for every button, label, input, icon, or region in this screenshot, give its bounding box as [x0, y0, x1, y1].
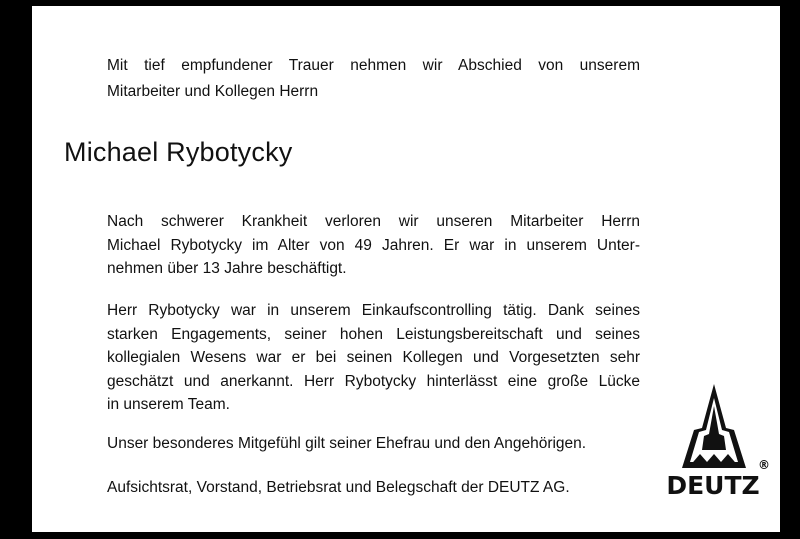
deceased-name: Michael Rybotycky	[64, 137, 293, 167]
intro-text	[107, 53, 640, 105]
intro-line: Mit tief empfundener Trauer nehmen wir Abschied von unserem	[107, 57, 640, 74]
deutz-logo	[654, 384, 772, 498]
deutz-logo-graphic	[654, 384, 772, 498]
text-line: Aufsichtsrat, Vorstand, Betriebsrat und Belegschaft der DEUTZ AG.	[107, 479, 570, 496]
logo-wordmark: DEUTZ	[666, 471, 760, 498]
registered-trademark-icon: ®	[758, 458, 770, 472]
paragraph-illness	[107, 210, 640, 281]
text-line: kollegialen Wesens war er bei seinen Kollegen und Vorgesetzten sehr	[107, 349, 640, 366]
paragraph-condolence	[107, 432, 640, 456]
signature-line	[107, 476, 640, 500]
text-line: Unser besonderes Mitgefühl gilt seiner Ehefrau und den Angehörigen.	[107, 435, 587, 452]
text-line: Herr Rybotycky war in unserem Einkaufscontrolling tätig. Dank seines	[107, 302, 640, 319]
text-line: Nach schwerer Krankheit verloren wir unseren Mitarbeiter Herrn	[107, 213, 640, 230]
intro-line: Mitarbeiter und Kollegen Herrn	[107, 83, 319, 100]
text-line: Michael Rybotycky im Alter von 49 Jahren. Er war in unserem Unter-	[107, 236, 640, 254]
text-line: geschätzt und anerkannt. Herr Rybotycky hinterlässt eine große Lücke	[107, 372, 640, 390]
paragraph-tribute	[107, 299, 640, 417]
obituary-notice	[32, 6, 780, 532]
text-line: nehmen über 13 Jahre beschäftigt.	[107, 260, 347, 277]
text-line: starken Engagements, seiner hohen Leistungsbereitschaft und seines	[107, 325, 640, 343]
text-line: in unserem Team.	[107, 396, 230, 413]
